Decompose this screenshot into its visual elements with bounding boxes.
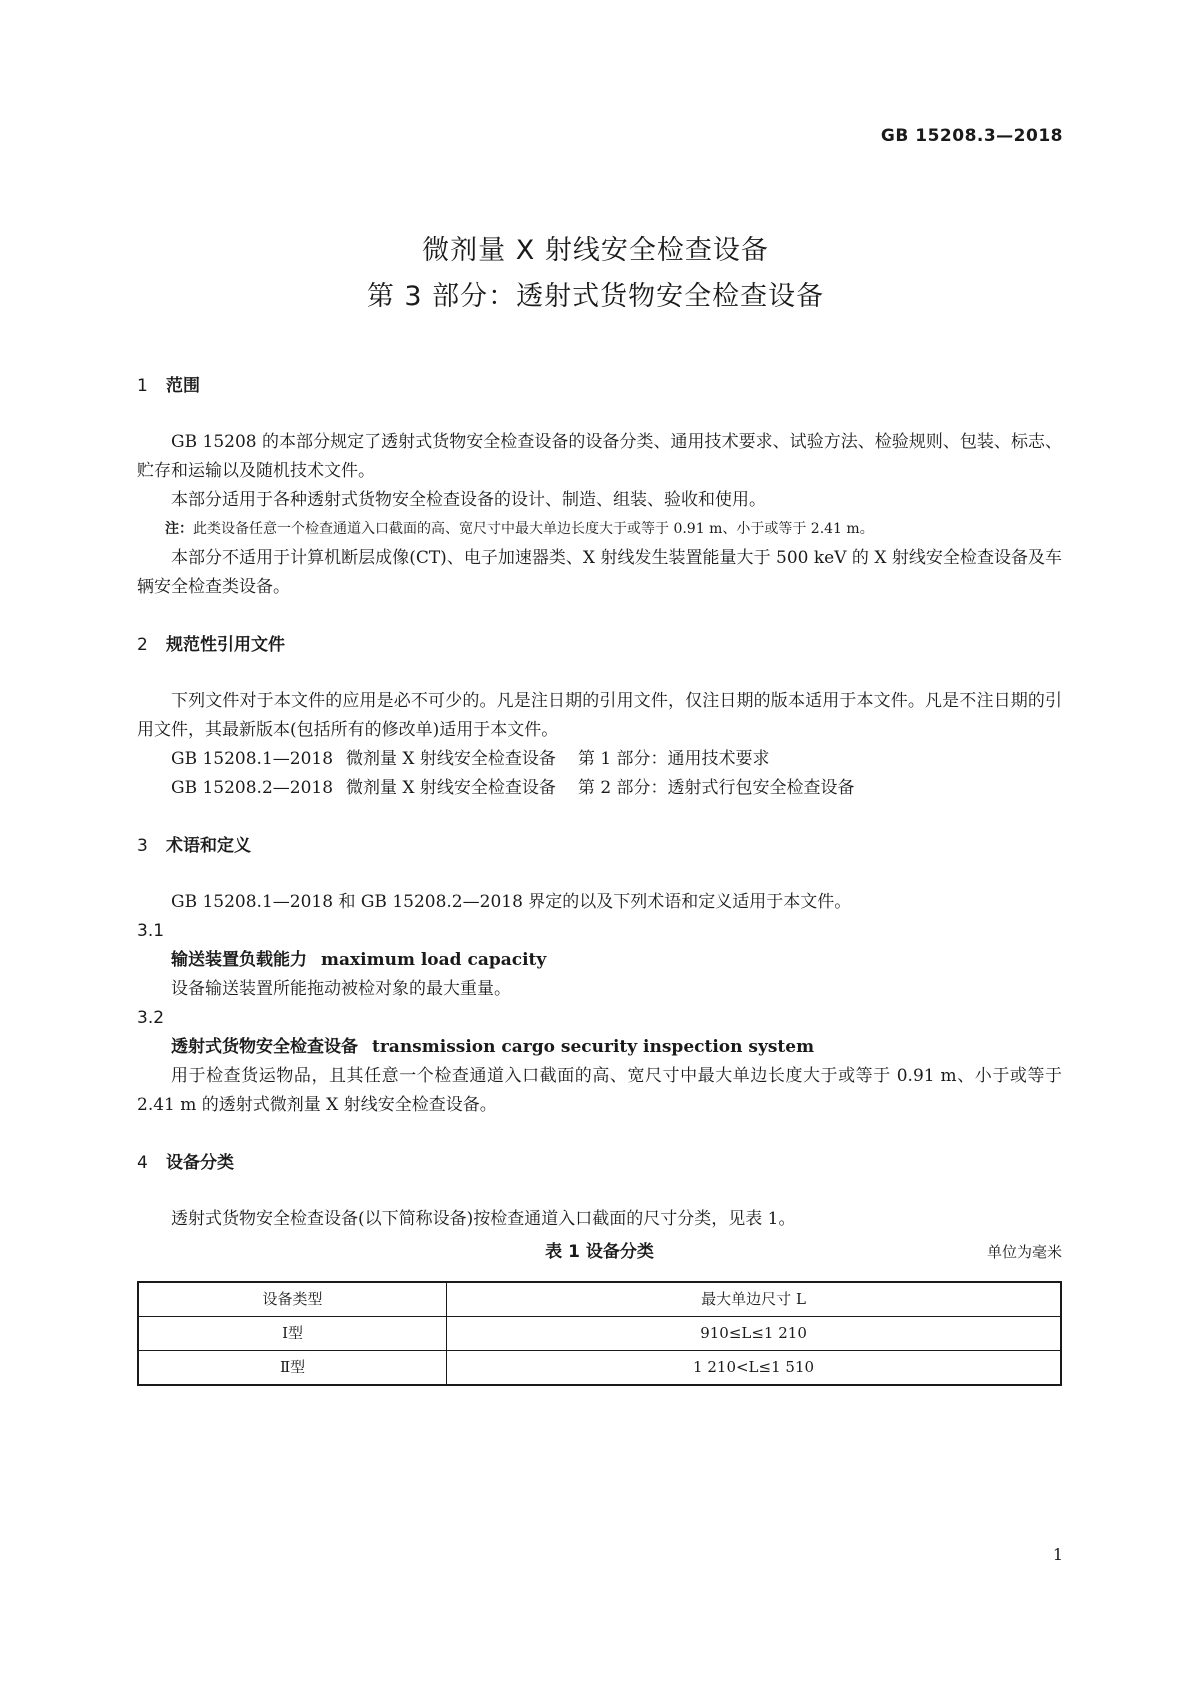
section-heading-scope: [137, 372, 1062, 401]
term-number: 3.1: [137, 921, 165, 941]
paragraph: 透射式货物安全检查设备(以下简称设备)按检查通道入口截面的尺寸分类，见表 1。: [171, 1209, 796, 1229]
section-number: 4: [137, 1153, 148, 1173]
table-cell: Ⅱ型: [138, 1351, 447, 1386]
section-number: 2: [137, 635, 148, 655]
reference-part: 第 2 部分：透射式行包安全检查设备: [577, 778, 855, 798]
section-number: 3: [137, 836, 148, 856]
section-title: 规范性引用文件: [166, 635, 285, 655]
paragraph: GB 15208 的本部分规定了透射式货物安全检查设备的设备分类、通用技术要求、试验方法、检验规则、包装、标志、贮存和运输以及随机技术文件。: [137, 432, 1062, 481]
section-number: 1: [137, 376, 148, 396]
reference-entry: [137, 745, 1062, 774]
section-heading-terms: [137, 832, 1062, 861]
table-cell: Ⅰ型: [138, 1317, 447, 1351]
table-row: [138, 1351, 1061, 1386]
term-title: [137, 946, 1062, 975]
standard-number: GB 15208.3—2018: [880, 126, 1063, 146]
table-cell: 910≤L≤1 210: [447, 1317, 1061, 1351]
page-number: 1: [1052, 1545, 1063, 1564]
classification-table: [137, 1281, 1062, 1386]
term-zh: 透射式货物安全检查设备: [171, 1037, 358, 1057]
term-definition: 设备输送装置所能拖动被检对象的最大重量。: [171, 979, 511, 999]
paragraph: 下列文件对于本文件的应用是必不可少的。凡是注日期的引用文件，仅注日期的版本适用于本文件。凡是不注日期的引用文件，其最新版本(包括所有的修改单)适用于本文件。: [137, 691, 1062, 740]
reference-entry: [137, 774, 1062, 803]
table-unit: 单位为毫米: [986, 1243, 1062, 1261]
term-en: transmission cargo security inspection system: [372, 1037, 815, 1057]
note-text: 此类设备任意一个检查通道入口截面的高、宽尺寸中最大单边长度大于或等于 0.91 m、小于或等于 2.41 m。: [193, 521, 874, 537]
term-definition: 用于检查货运物品，且其任意一个检查通道入口截面的高、宽尺寸中最大单边长度大于或等于 0.91 m、小于或等于 2.41 m 的透射式微剂量 X 射线安全检查设备。: [137, 1066, 1062, 1115]
term-number: 3.2: [137, 1008, 165, 1028]
note: [137, 515, 1062, 544]
paragraph: GB 15208.1—2018 和 GB 15208.2—2018 界定的以及下列术语和定义适用于本文件。: [171, 892, 852, 912]
term-zh: 输送装置负载能力: [171, 950, 307, 970]
note-label: 注：: [165, 521, 193, 537]
reference-code: GB 15208.1—2018: [171, 749, 334, 769]
term-en: maximum load capacity: [321, 950, 547, 970]
paragraph: 本部分适用于各种透射式货物安全检查设备的设计、制造、组装、验收和使用。: [171, 490, 766, 510]
section-title: 术语和定义: [166, 836, 251, 856]
reference-name: 微剂量 X 射线安全检查设备: [346, 778, 556, 798]
reference-name: 微剂量 X 射线安全检查设备: [346, 749, 556, 769]
document-title-line1: 微剂量 X 射线安全检查设备: [422, 235, 769, 266]
table-caption: 表 1 设备分类: [545, 1242, 654, 1262]
section-title: 范围: [166, 376, 200, 396]
table-cell: 1 210<L≤1 510: [447, 1351, 1061, 1386]
table-header-cell: 最大单边尺寸 L: [447, 1282, 1061, 1317]
paragraph: 本部分不适用于计算机断层成像(CT)、电子加速器类、X 射线发生装置能量大于 500 keV 的 X 射线安全检查设备及车辆安全检查类设备。: [137, 548, 1062, 597]
section-heading-normative-references: [137, 631, 1062, 660]
section-title: 设备分类: [166, 1153, 234, 1173]
term-title: [137, 1033, 1062, 1062]
document-title-line2: 第 3 部分：透射式货物安全检查设备: [366, 281, 825, 312]
document-body: [137, 372, 1062, 1386]
section-heading-classification: [137, 1149, 1062, 1178]
table-row: [138, 1317, 1061, 1351]
table-caption-row: [137, 1238, 1062, 1270]
table-header-cell: 设备类型: [138, 1282, 447, 1317]
reference-code: GB 15208.2—2018: [171, 778, 334, 798]
reference-part: 第 1 部分：通用技术要求: [577, 749, 770, 769]
table-header-row: [138, 1282, 1061, 1317]
